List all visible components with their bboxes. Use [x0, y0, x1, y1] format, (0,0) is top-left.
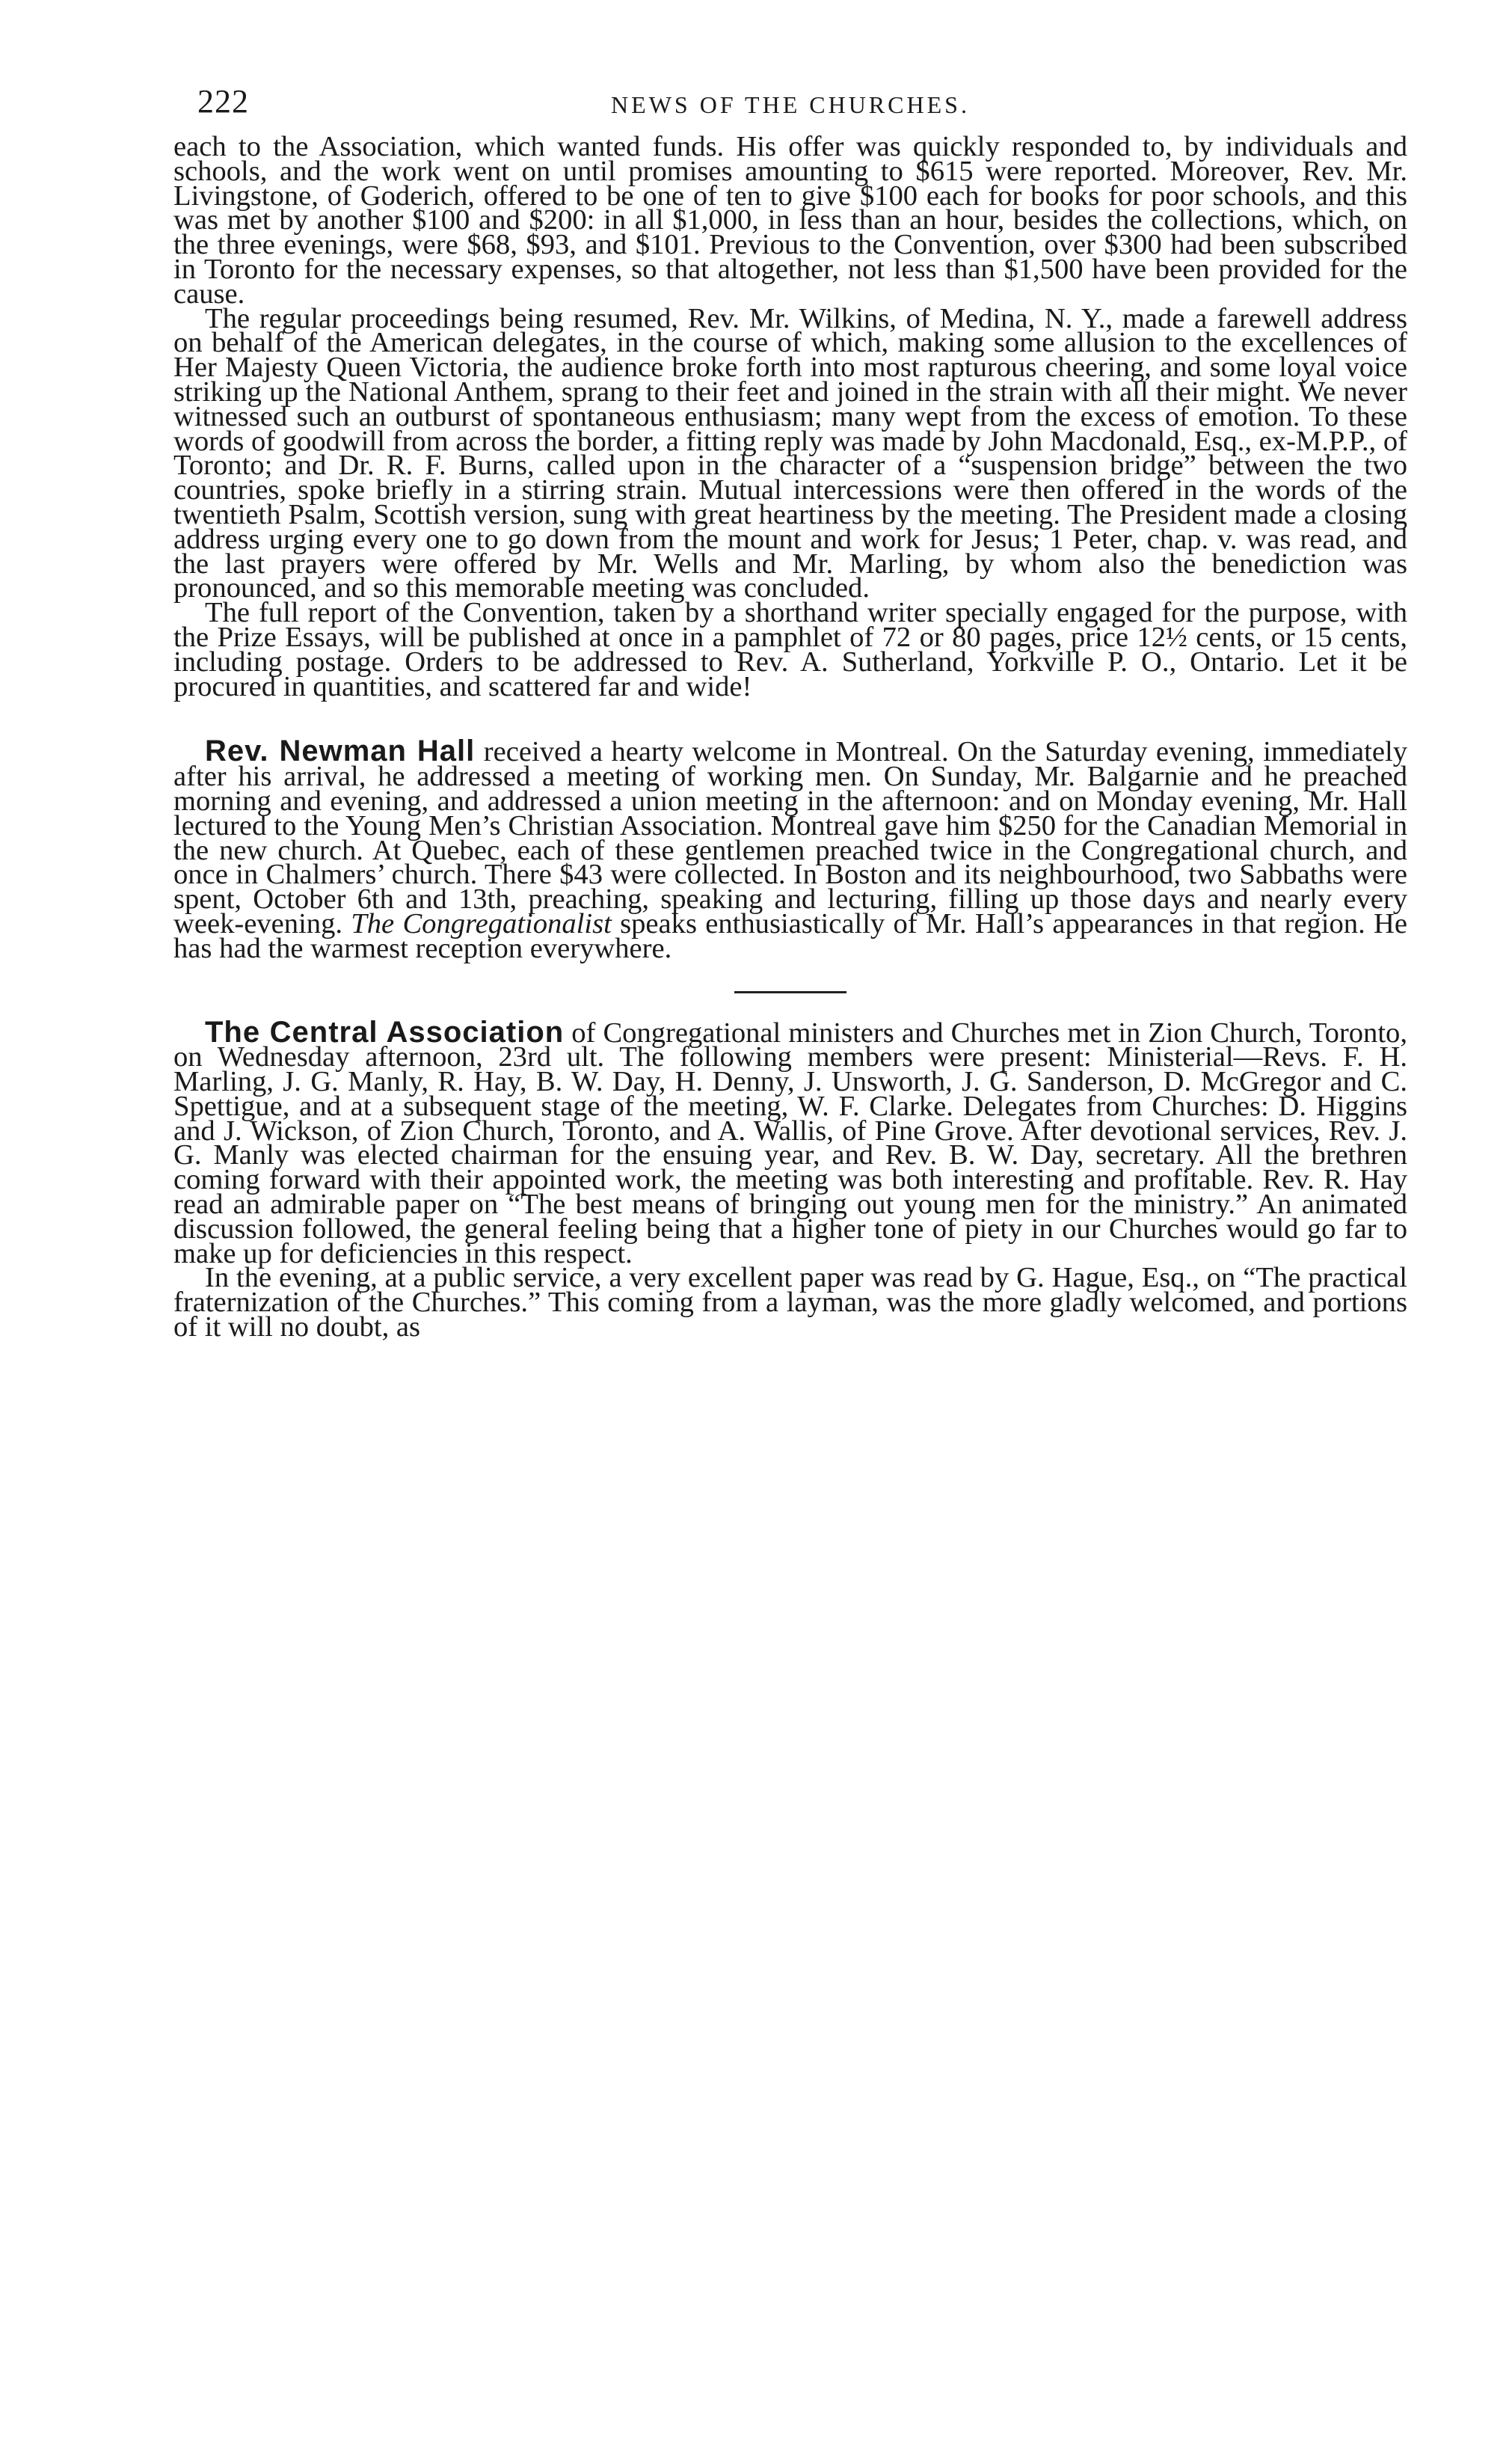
paragraph-text: speaks enthusiastically of Mr. Hall’s appearances in that region. He has had the warmest reception everywhere. [173, 907, 1407, 964]
paragraph: In the evening, at a public service, a very excellent paper was read by G. Hague, Esq., on “The practical fraternization of the Churches.” This coming from a layman, was the more gladly welcomed, and portions of it will no doubt, as [173, 1262, 1407, 1343]
running-head: NEWS OF THE CHURCHES. [611, 91, 970, 118]
paragraph: The regular proceedings being resumed, Rev. Mr. Wilkins, of Medina, N. Y., made a farewell address on behalf of the American delegates, in the course of which, making some allusion to the excellences of Her Majesty Queen Victoria, the audience broke forth into most rapturous cheering, and some loyal voice striking up the National Anthem, sprang to their feet and joined in the strain with all their might. We never witnessed such an outburst of spontaneous enthusiasm; many wept from the excess of emotion. To these words of goodwill from across the border, a fitting reply was made by John Macdonald, Esq., ex-M.P.P., of Toronto; and Dr. R. F. Burns, called upon in the character of a “suspension bridge” between the two countries, spoke briefly in a stirring strain. Mutual intercessions were then offered in the words of the twentieth Psalm, Scottish version, sung with great heartiness by the meeting. The President made a closing address urging every one to go down from the mount and work for Jesus; 1 Peter, chap. v. was read, and the last prayers were offered by Mr. Wells and Mr. Marling, by whom also the benediction was pronounced, and so this memorable meeting was concluded. [173, 302, 1407, 604]
paragraph-text: received a hearty welcome in Montreal. On the Saturday evening, immediately after his arrival, he addressed a meeting of working men. On Sunday, Mr. Balgarnie and he preached morning and evening, and addressed a union meeting in the afternoon: and on Monday evening, Mr. Hall lectured to the Young Men’s Christian Association. Montreal gave him $250 for the Canadian Memorial in the new church. At Quebec, each of these gentlemen preached twice in the Congregational church, and once in Chalmers’ church. There $43 were collected. In Boston and its neighbourhood, two Sabbaths were spent, October 6th and 13th, preaching, speaking and lecturing, filling up those days and nearly every week-evening. [173, 736, 1407, 940]
page-header [173, 82, 1407, 135]
paragraph-text: of Congregational ministers and Churches met in Zion Church, Toronto, on Wednesday afternoon, 23rd ult. The following members were present: Ministerial—Revs. F. H. Marling, J. G. Manly, R. Hay, B. W. Day, H. Denny, J. Unsworth, J. G. Sanderson, D. McGregor and C. Spettigue, and at a subsequent stage of the meeting, W. F. Clarke. Delegates from Churches: D. Higgins and J. Wickson, of Zion Church, Toronto, and A. Wallis, of Pine Grove. After devotional services, Rev. J. G. Manly was elected chairman for the ensuing year, and Rev. B. W. Day, secretary. All the brethren coming forward with their appointed work, the meeting was both interesting and profitable. Rev. R. Hay read an admirable paper on “The best means of bringing out young men for the ministry.” An animated discussion followed, the general feeling being that a higher tone of piety in our Churches would go far to make up for deficiencies in this respect. [173, 1017, 1407, 1269]
periodical-title: The Congregationalist [351, 907, 612, 940]
news-item-newman-hall [173, 735, 1407, 964]
section-lead: The Central Association [205, 1015, 565, 1049]
section-lead: Rev. Newman Hall [205, 735, 476, 768]
page-number: 222 [197, 83, 249, 120]
article-body [173, 131, 1407, 1343]
page [173, 82, 1407, 1343]
paragraph: each to the Association, which wanted funds. His offer was quickly responded to, by individuals and schools, and the work went on until promises amounting to $615 were reported. Moreover, Rev. Mr. Livingstone, of Goderich, offered to be one of ten to give $100 each for books for poor schools, and this was met by another $100 and $200: in all $1,000, in less than an hour, besides the collections, which, on the three evenings, were $68, $93, and $101. Previous to the Convention, over $300 had been subscribed in Toronto for the necessary expenses, so that altogether, not less than $1,500 have been provided for the cause. [173, 131, 1407, 310]
news-item-central-association [173, 1015, 1407, 1269]
paragraph: The full report of the Convention, taken by a shorthand writer specially engaged for the purpose, with the Prize Essays, will be published at once in a pamphlet of 72 or 80 pages, price 12½ cents, or 15 cents, including postage. Orders to be addressed to Rev. A. Sutherland, Yorkville P. O., Ontario. Let it be procured in quantities, and scattered far and wide! [173, 597, 1407, 702]
